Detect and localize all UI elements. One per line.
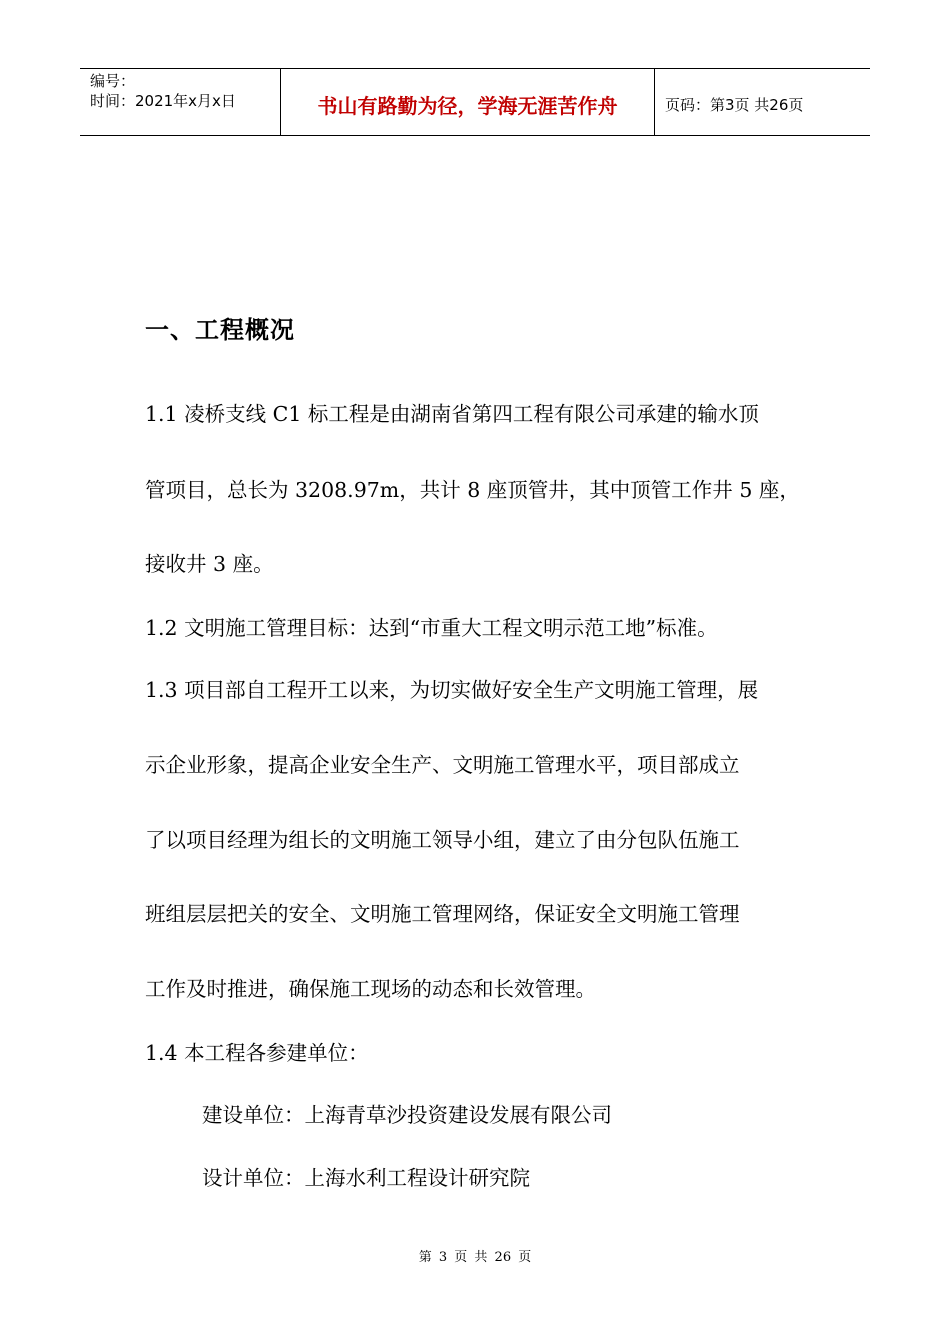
body-line: 管项目，总长为 3208.97m，共计 8 座顶管井，其中顶管工作井 5 座，: [145, 478, 800, 502]
header-meta: [80, 69, 281, 135]
body-line: 1.4 本工程各参建单位：: [145, 1041, 369, 1065]
body-line: 工作及时推进，确保施工现场的动态和长效管理。: [145, 977, 596, 1001]
page-footer: 第 3 页 共 26 页: [418, 1250, 532, 1265]
body-line: 示企业形象，提高企业安全生产、文明施工管理水平，项目部成立: [145, 753, 740, 777]
section-title: 一、工程概况: [145, 316, 295, 344]
design-unit: 设计单位：上海水利工程设计研究院: [202, 1166, 530, 1190]
document-number-label: 编号：: [90, 72, 136, 90]
body-line: 接收井 3 座。: [145, 552, 274, 576]
page-header: [80, 68, 870, 136]
construction-unit: 建设单位：上海青草沙投资建设发展有限公司: [202, 1103, 612, 1127]
document-time-label: 时间：2021年x月x日: [90, 92, 236, 110]
body-line: 班组层层把关的安全、文明施工管理网络，保证安全文明施工管理: [145, 902, 740, 926]
header-motto: 书山有路勤为径，学海无涯苦作舟: [281, 69, 655, 135]
body-line: 了以项目经理为组长的文明施工领导小组，建立了由分包队伍施工: [145, 828, 740, 852]
body-line: 1.1 凌桥支线 C1 标工程是由湖南省第四工程有限公司承建的输水顶: [145, 402, 759, 426]
body-line: 1.3 项目部自工程开工以来，为切实做好安全生产文明施工管理，展: [145, 678, 759, 702]
header-page-info: 页码：第3页 共26页: [665, 95, 804, 114]
body-line: 1.2 文明施工管理目标：达到“市重大工程文明示范工地”标准。: [145, 616, 718, 640]
